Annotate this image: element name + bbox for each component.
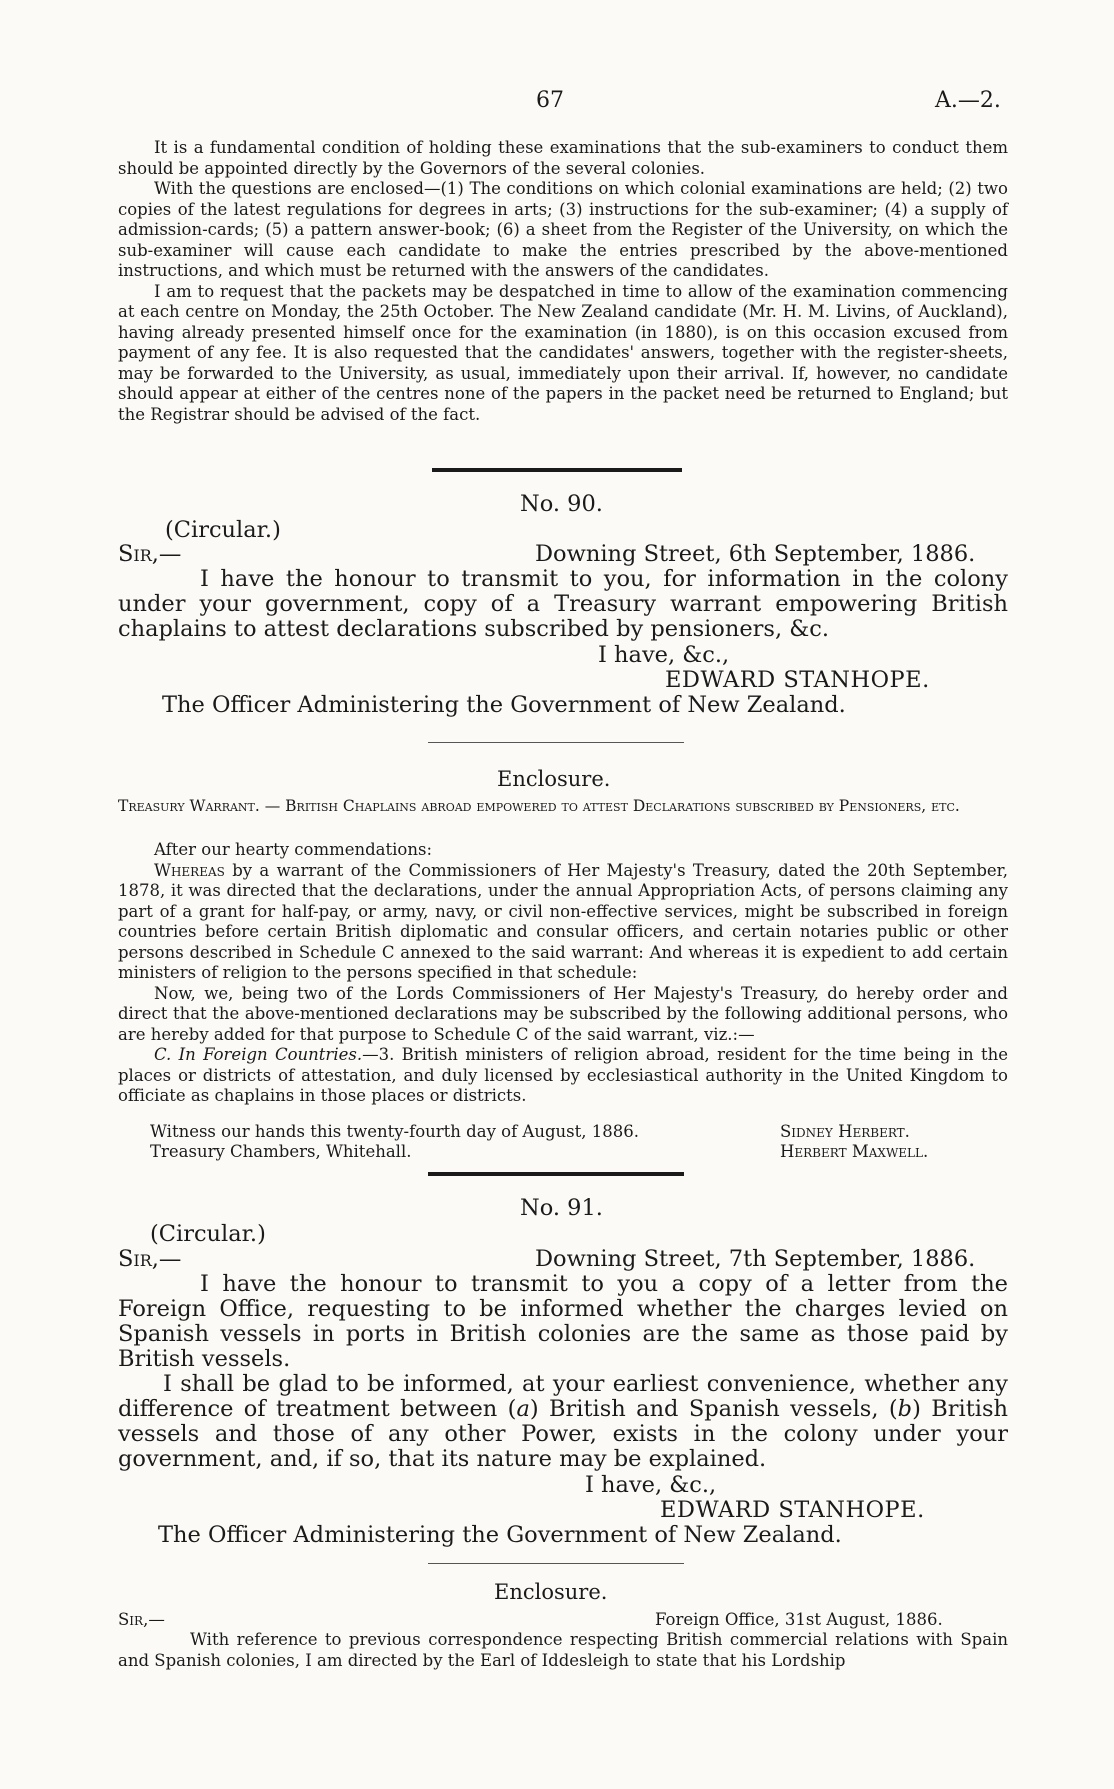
intro-paragraph-2: With the questions are enclosed—(1) The conditions on which colonial examinations are held; (2) two copies of the latest regulations for degrees in arts; (3) instructions for the sub-examiner; (4) a supply of admission-cards; (5) a pattern answer-book; (6) a sheet from the Register of the University, on which the sub-examiner will cause each candidate to make the entries prescribed by the above-mentioned instructions, and which must be returned with the answers of the candidates. bbox=[118, 179, 1008, 280]
body2-part-a: I shall be glad to be informed, at your earliest convenience, whether any difference of treatment between ( bbox=[118, 1371, 1008, 1422]
letter-body-91-para-2 bbox=[118, 1372, 1008, 1472]
circular-label-90: (Circular.) bbox=[165, 517, 281, 543]
body2-part-c: ) British vessels and those of any other Power, exists in the colony under your government, and, if so, that its nature may be explained. bbox=[118, 1396, 1008, 1472]
whereas-text: by a warrant of the Commissioners of Her Majesty's Treasury, dated the 20th September, 1878, it was directed that the declarations, under the annual Appropriation Acts, of persons claiming any part of a grant for half-pay, or army, navy, or civil non-effective services, might be subscribed in foreign countries before certain British diplomatic and consular officers, and certain notaries public or other persons described in Schedule C annexed to the said warrant: And whereas it is expedient to add certain ministers of religion to the persons specified in that schedule: bbox=[118, 860, 1008, 982]
addressee-90: The Officer Administering the Government of New Zealand. bbox=[162, 692, 846, 718]
whereas-lead: Whereas bbox=[154, 860, 225, 880]
addressee-91: The Officer Administering the Government of New Zealand. bbox=[158, 1522, 842, 1548]
body2-letter-b: b bbox=[897, 1396, 913, 1422]
date-line-90: Downing Street, 6th September, 1886. bbox=[535, 541, 976, 567]
enclosure-1-body bbox=[118, 840, 1008, 1107]
treasury-warrant-title: Treasury Warrant. — British Chaplains abroad empowered to attest Declarations subscribed by Pensioners, etc. bbox=[118, 797, 960, 815]
whereas-paragraph bbox=[118, 861, 1008, 984]
section-divider-2 bbox=[428, 1172, 684, 1176]
schedule-text: —3. British ministers of religion abroad, resident for the time being in the places or districts of attestation, and duly licensed by ecclesiastical authority in the United Kingdom to officiate as chaplains in those places or districts. bbox=[118, 1045, 1009, 1105]
enclosure-heading-2: Enclosure. bbox=[494, 1580, 608, 1604]
intro-paragraph-1: It is a fundamental condition of holding these examinations that the sub-examiners to conduct them should be appointed directly by the Governors of the several colonies. bbox=[118, 138, 1008, 178]
schedule-lead: C. In Foreign Countries. bbox=[154, 1045, 363, 1064]
circular-label-91: (Circular.) bbox=[150, 1221, 266, 1247]
body2-part-b: ) British and Spanish vessels, ( bbox=[529, 1396, 898, 1422]
signature-90: EDWARD STANHOPE. bbox=[665, 667, 930, 693]
document-reference: A.—2. bbox=[935, 88, 1001, 113]
short-divider bbox=[428, 742, 684, 743]
salutation-90: Sir,— bbox=[118, 541, 182, 567]
enclosure-2-body-container bbox=[118, 1630, 1008, 1671]
short-divider-2 bbox=[428, 1563, 684, 1564]
letter-body-91-para-1: I have the honour to transmit to you a copy of a letter from the Foreign Office, requesting to be informed whether the charges levied on Spanish vessels in ports in British colonies are the same as those paid by British vessels. bbox=[118, 1271, 1008, 1372]
closing-91: I have, &c., bbox=[585, 1472, 717, 1498]
page-number: 67 bbox=[536, 88, 564, 113]
body2-letter-a: a bbox=[516, 1396, 530, 1422]
letter-number-91: No. 91. bbox=[520, 1195, 603, 1221]
enclosure-2-body: With reference to previous correspondence respecting British commercial relations with Spain and Spanish colonies, I am directed by the Earl of Iddesleigh to state that his Lordship bbox=[118, 1630, 1008, 1670]
intro-paragraph-3: I am to request that the packets may be despatched in time to allow of the examination commencing at each centre on Monday, the 25th October. The New Zealand candidate (Mr. H. M. Livins, of Auckland), having already presented himself once for the examination (in 1880), is on this occasion excused from payment of any fee. It is also requested that the candidates' answers, together with the register-sheets, may be forwarded to the University, as usual, immediately upon their arrival. If, however, no candidate should appear at either of the centres none of the papers in the packet need be returned to England; but the Registrar should be advised of the fact. bbox=[118, 281, 1008, 424]
place-line: Treasury Chambers, Whitehall. bbox=[150, 1142, 412, 1161]
signature-91: EDWARD STANHOPE. bbox=[660, 1497, 925, 1523]
letter-body-90-container bbox=[118, 567, 1008, 642]
section-divider bbox=[432, 468, 682, 472]
date-line-91: Downing Street, 7th September, 1886. bbox=[535, 1246, 976, 1272]
letter-body-91-container bbox=[118, 1272, 1008, 1472]
schedule-paragraph bbox=[118, 1045, 1008, 1107]
signer-2: Herbert Maxwell. bbox=[780, 1142, 929, 1161]
letter-number-90: No. 90. bbox=[520, 491, 603, 517]
enclosure-heading-1: Enclosure. bbox=[497, 767, 611, 791]
salutation-enclosure-2: Sir,— bbox=[118, 1610, 165, 1629]
closing-90: I have, &c., bbox=[598, 642, 730, 668]
order-paragraph: Now, we, being two of the Lords Commissioners of Her Majesty's Treasury, do hereby order and direct that the above-mentioned declarations may be subscribed by the following additional persons, who are hereby added for that purpose to Schedule C of the said warrant, viz.:— bbox=[118, 983, 1008, 1044]
commendations: After our hearty commendations: bbox=[154, 840, 433, 859]
signer-1: Sidney Herbert. bbox=[780, 1122, 910, 1141]
salutation-91: Sir,— bbox=[118, 1246, 182, 1272]
intro-section bbox=[118, 138, 1008, 425]
date-line-enclosure-2: Foreign Office, 31st August, 1886. bbox=[655, 1610, 943, 1629]
letter-body-90: I have the honour to transmit to you, for information in the colony under your government, copy of a Treasury warrant empowering British chaplains to attest declarations subscribed by pensioners, &c. bbox=[118, 566, 1008, 642]
witness-line: Witness our hands this twenty-fourth day of August, 1886. bbox=[150, 1122, 639, 1141]
